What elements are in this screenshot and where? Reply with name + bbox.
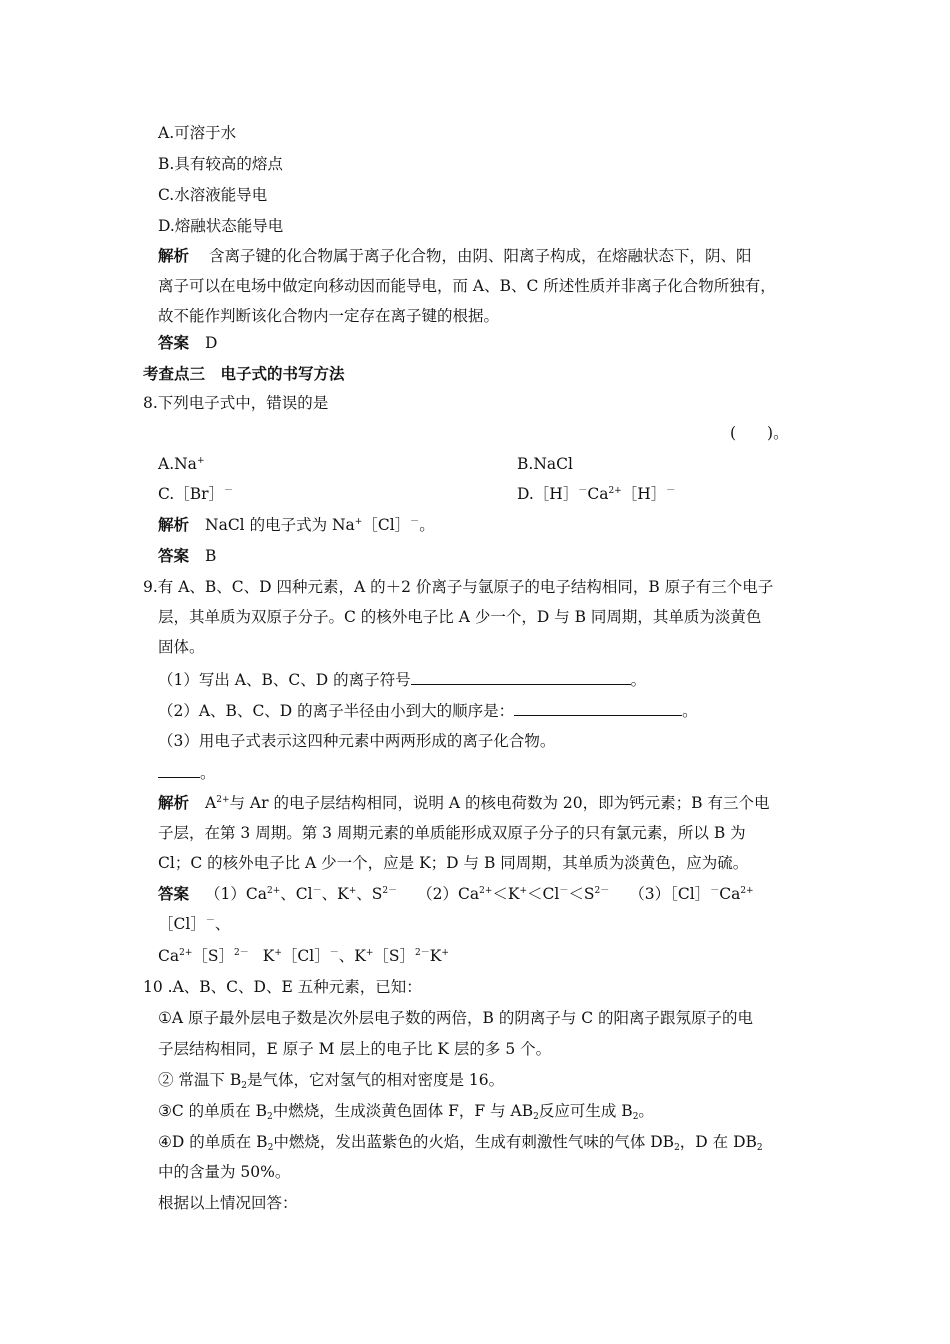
analysis-text: 含离子键的化合物属于离子化合物，由阴、阳离子构成，在熔融状态下，阴、阳 — [209, 247, 752, 265]
superscript: － — [329, 948, 339, 958]
superscript: + — [441, 948, 449, 958]
superscript: + — [274, 948, 282, 958]
superscript: + — [365, 948, 374, 958]
answer-blank[interactable] — [514, 700, 682, 716]
q9-answer-line-1 — [158, 884, 754, 904]
separator: 、 — [214, 915, 231, 933]
q10-prompt: 根据以上情况回答： — [158, 1194, 298, 1212]
q7-analysis-line-1 — [158, 246, 752, 266]
q10-condition-1-line-2: 子层结构相同，E 原子 M 层上的电子比 K 层的多 5 个。 — [158, 1040, 552, 1058]
analysis-label: 解析 — [158, 246, 190, 265]
analysis-text: NaCl 的电子式为 Na — [205, 516, 355, 534]
superscript: 2－ — [594, 886, 610, 896]
subquestion-text: （2）A、B、C、D 的离子半径由小到大的顺序是： — [158, 702, 515, 720]
ion: Ca — [719, 885, 741, 903]
superscript: 2+ — [179, 948, 193, 958]
ion: K — [429, 947, 442, 965]
option-text: D.［H］ — [517, 485, 579, 503]
condition-text: 中燃烧，发出蓝紫色的火焰，生成有刺激性气味的气体 DB — [273, 1133, 675, 1151]
superscript: 2+ — [216, 795, 230, 805]
answer-label: 答案 — [158, 333, 190, 352]
q9-subquestion-3-blank — [158, 762, 216, 783]
subquestion-end: 。 — [200, 764, 216, 782]
superscript: 2－ — [234, 948, 249, 958]
answer-part: （2） — [417, 885, 458, 903]
analysis-label: 解析 — [158, 793, 190, 812]
superscript: － — [410, 517, 420, 527]
ion: Ca — [458, 885, 480, 903]
q10-condition-4-line-2: 中的含量为 50%。 — [158, 1163, 291, 1181]
superscript: 2+ — [608, 486, 622, 496]
q9-stem-line-2: 层，其单质为双原子分子。C 的核外电子比 A 少一个，D 与 B 同周期，其单质为淡黄色 — [158, 608, 762, 626]
superscript: － — [578, 486, 588, 496]
q8-option-b: B.NaCl — [517, 455, 573, 473]
ion: K — [262, 947, 275, 965]
condition-text: 中燃烧，生成淡黄色固体 F，F 与 AB — [272, 1102, 534, 1120]
answer-label: 答案 — [158, 884, 190, 903]
q9-stem-line-1: 9.有 A、B、C、D 四种元素，A 的＋2 价离子与氩原子的电子结构相同，B 原子有三个电子 — [143, 578, 774, 596]
answer-part: （1） — [205, 885, 246, 903]
q9-analysis-line-2: 子层，在第 3 周期。第 3 周期元素的单质能形成双原子分子的只有氯元素，所以 B 为 — [158, 824, 746, 842]
q10-stem: 10 .A、B、C、D、E 五种元素，已知： — [143, 978, 422, 996]
superscript: + — [196, 456, 205, 466]
q7-option-d: D.熔融状态能导电 — [158, 217, 284, 235]
ion: ＜Cl — [527, 885, 560, 903]
subscript: 2 — [241, 1081, 247, 1091]
q8-analysis — [158, 515, 435, 535]
q10-condition-3 — [158, 1101, 654, 1121]
answer-label: 答案 — [158, 546, 190, 565]
analysis-text: A — [205, 794, 217, 812]
subquestion-end: 。 — [630, 671, 647, 689]
answer-value: D — [205, 334, 218, 352]
q7-answer — [158, 333, 217, 353]
option-text: C.［Br］ — [158, 485, 225, 503]
option-text: ［H］ — [621, 485, 667, 503]
superscript: － — [312, 886, 322, 896]
ion: 、K — [321, 885, 349, 903]
q8-option-c — [158, 484, 233, 504]
option-text: Ca — [587, 485, 609, 503]
q7-option-c: C.水溶液能导电 — [158, 186, 268, 204]
superscript: － — [205, 916, 215, 926]
ion: ＜K — [492, 885, 520, 903]
answer-part: （3） — [629, 885, 671, 903]
q10-condition-1-line-1: ①A 原子最外层电子数是次外层电子数的两倍，B 的阴离子与 C 的阳离子跟氖原子的电 — [158, 1009, 754, 1027]
ion: ［S］ — [373, 947, 415, 965]
subquestion-text: （1）写出 A、B、C、D 的离子符号 — [158, 671, 411, 689]
section-heading: 考查点三 电子式的书写方法 — [143, 364, 345, 383]
answer-blank[interactable] — [411, 669, 631, 685]
q9-answer-line-3 — [158, 946, 449, 966]
q9-answer-line-2 — [158, 914, 230, 934]
analysis-text: ［Cl］ — [362, 516, 411, 534]
superscript: 2+ — [740, 886, 754, 896]
q9-subquestion-3: （3）用电子式表示这四种元素中两两形成的离子化合物。 — [158, 732, 556, 750]
ion: Ca — [158, 947, 180, 965]
q9-subquestion-2 — [158, 700, 698, 721]
ion: ［S］ — [192, 947, 235, 965]
q9-analysis-line-3: Cl；C 的核外电子比 A 少一个，应是 K；D 与 B 同周期，其单质为淡黄色，应为硫。 — [158, 854, 749, 872]
superscript: － — [710, 886, 720, 896]
superscript: + — [348, 886, 357, 896]
superscript: 2+ — [479, 886, 493, 896]
condition-text: ③C 的单质在 B — [158, 1102, 267, 1120]
ion: 、S — [356, 885, 383, 903]
subscript: 2 — [267, 1143, 274, 1153]
analysis-label: 解析 — [158, 515, 190, 534]
q10-condition-2 — [158, 1070, 504, 1090]
answer-value: B — [205, 547, 217, 565]
superscript: 2－ — [382, 886, 398, 896]
q9-analysis-line-1 — [158, 793, 769, 813]
ion: Ca — [245, 885, 267, 903]
ion: ［Cl］ — [158, 915, 206, 933]
ion: ＜S — [568, 885, 595, 903]
condition-text: 是气体，它对氢气的相对密度是 16。 — [246, 1071, 505, 1089]
answer-blank[interactable] — [158, 762, 200, 778]
ion: 、Cl — [280, 885, 313, 903]
condition-text: ② 常温下 B — [158, 1071, 242, 1089]
q7-analysis-line-2: 离子可以在电场中做定向移动因而能导电，而 A、B、C 所述性质并非离子化合物所独有， — [158, 277, 776, 295]
q9-stem-line-3: 固体。 — [158, 638, 205, 656]
subscript: 2 — [756, 1143, 763, 1153]
superscript: － — [559, 886, 569, 896]
q7-analysis-line-3: 故不能作判断该化合物内一定存在离子键的根据。 — [158, 307, 500, 325]
q8-option-a — [158, 454, 204, 474]
superscript: + — [354, 517, 363, 527]
subscript: 2 — [632, 1112, 639, 1122]
q8-answer — [158, 546, 216, 566]
superscript: 2－ — [415, 948, 430, 958]
q8-option-d — [517, 484, 675, 504]
q8-answer-paren: ( )。 — [730, 424, 789, 442]
subquestion-end: 。 — [682, 702, 698, 720]
condition-text: ④D 的单质在 B — [158, 1133, 268, 1151]
superscript: － — [666, 486, 676, 496]
subscript: 2 — [533, 1112, 539, 1122]
q7-option-a: A.可溶于水 — [158, 124, 237, 142]
ion: ［Cl］ — [281, 947, 330, 965]
condition-text: 反应可生成 B — [538, 1102, 633, 1120]
q10-condition-4-line-1 — [158, 1132, 763, 1152]
q9-subquestion-1 — [158, 669, 646, 690]
q7-option-b: B.具有较高的熔点 — [158, 155, 283, 173]
condition-text: 。 — [638, 1102, 654, 1120]
q8-stem: 8.下列电子式中，错误的是 — [143, 394, 329, 412]
subscript: 2 — [674, 1143, 680, 1153]
condition-text: ，D 在 DB — [679, 1133, 757, 1151]
superscript: + — [519, 886, 528, 896]
superscript: 2+ — [267, 886, 281, 896]
option-text: A.Na — [158, 455, 197, 473]
superscript: － — [224, 486, 234, 496]
analysis-text: 与 Ar 的电子层结构相同，说明 A 的核电荷数为 20，即为钙元素；B 有三个电 — [229, 794, 770, 812]
ion: 、K — [338, 947, 366, 965]
analysis-text: 。 — [419, 516, 435, 534]
ion: ［Cl］ — [670, 885, 711, 903]
subscript: 2 — [267, 1112, 273, 1122]
